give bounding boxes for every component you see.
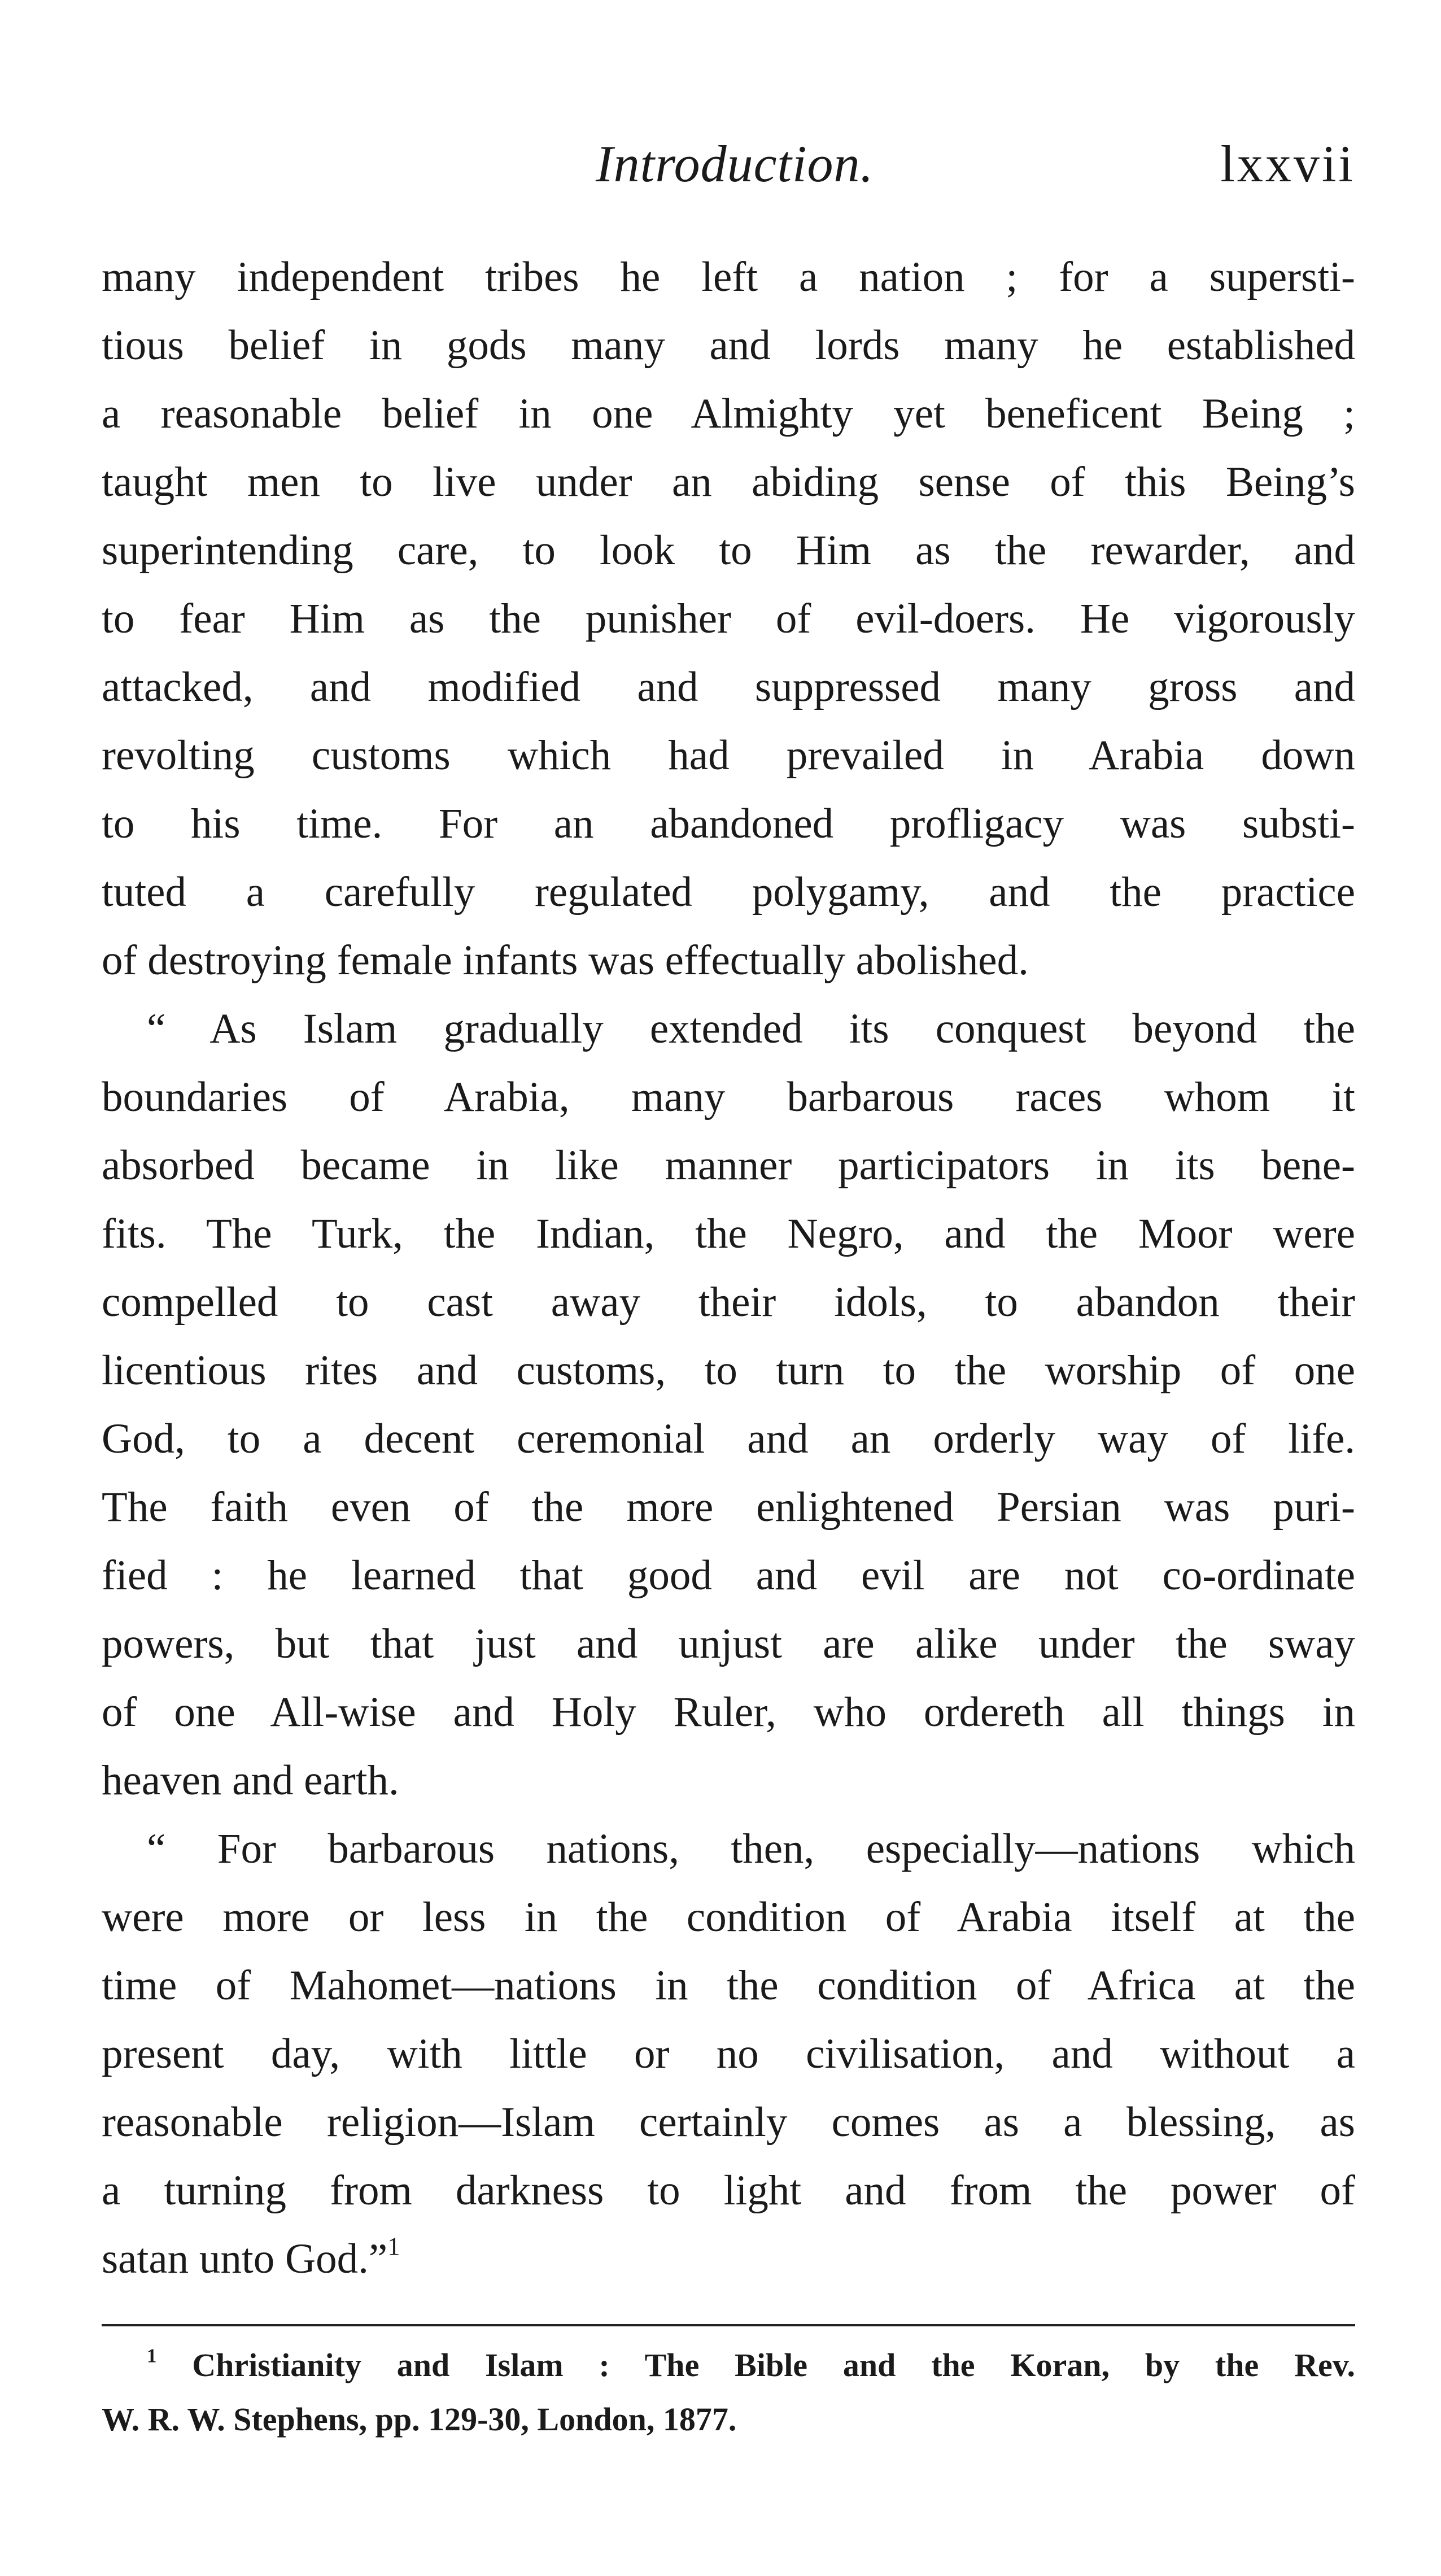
- text-line-content: satan unto God.”: [102, 2235, 388, 2282]
- text-line: revolting customs which had prevailed in Arabia down: [102, 732, 1355, 779]
- text-line: “ As Islam gradually extended its conquest beyond the: [147, 1005, 1355, 1052]
- text-line: time of Mahomet—nations in the condition of Africa at the: [102, 1962, 1355, 2009]
- footnote-line: [102, 2338, 1355, 2392]
- footnote-marker: 1: [147, 2344, 157, 2367]
- text-line: attacked, and modified and suppressed many gross and: [102, 664, 1355, 711]
- footnote-reference: 1: [387, 2232, 400, 2261]
- text-line: a turning from darkness to light and from the power of: [102, 2167, 1355, 2214]
- text-line: “ For barbarous nations, then, especially—nations which: [147, 1825, 1355, 1872]
- text-line: absorbed became in like manner participators in its bene-: [102, 1142, 1355, 1189]
- text-line: present day, with little or no civilisation, and without a: [102, 2030, 1355, 2077]
- text-line: many independent tribes he left a nation ; for a supersti-: [102, 254, 1355, 300]
- text-line: of one All-wise and Holy Ruler, who ordereth all things in: [102, 1689, 1355, 1736]
- text-line: boundaries of Arabia, many barbarous races whom it: [102, 1074, 1355, 1121]
- text-line-final: [102, 2225, 1355, 2293]
- text-line: tuted a carefully regulated polygamy, and the practice: [102, 869, 1355, 916]
- text-line: The faith even of the more enlightened Persian was puri-: [102, 1484, 1355, 1531]
- text-line: to his time. For an abandoned profligacy was substi-: [102, 800, 1355, 847]
- text-line: God, to a decent ceremonial and an orderly way of life.: [102, 1415, 1355, 1462]
- page-number: lxxvii: [1220, 135, 1355, 193]
- text-line: were more or less in the condition of Arabia itself at the: [102, 1894, 1355, 1941]
- text-line: reasonable religion—Islam certainly comes as a blessing, as: [102, 2099, 1355, 2146]
- text-line: licentious rites and customs, to turn to the worship of one: [102, 1347, 1355, 1394]
- running-title: Introduction.: [596, 135, 874, 193]
- footnote-text: Christianity and Islam : The Bible and the Koran, by the Rev.: [192, 2347, 1355, 2383]
- body-text: [102, 243, 1355, 2293]
- text-line: fits. The Turk, the Indian, the Negro, and the Moor were: [102, 1210, 1355, 1257]
- text-line: heaven and earth.: [102, 1757, 399, 1804]
- text-line: of destroying female infants was effectually abolished.: [102, 937, 1029, 984]
- footnote-line: W. R. W. Stephens, pp. 129-30, London, 1877.: [102, 2401, 737, 2438]
- text-line: superintending care, to look to Him as the rewarder, and: [102, 527, 1355, 574]
- running-head: [102, 130, 1355, 198]
- text-line: taught men to live under an abiding sense of this Being’s: [102, 459, 1355, 505]
- text-line: a reasonable belief in one Almighty yet beneficent Being ;: [102, 390, 1355, 437]
- text-line: powers, but that just and unjust are alike under the sway: [102, 1620, 1355, 1667]
- footnotes: [102, 2338, 1355, 2447]
- text-line: compelled to cast away their idols, to abandon their: [102, 1279, 1355, 1326]
- text-line: tious belief in gods many and lords many he established: [102, 322, 1355, 369]
- text-line: to fear Him as the punisher of evil-doers. He vigorously: [102, 595, 1355, 642]
- text-line: fied : he learned that good and evil are not co-ordinate: [102, 1552, 1355, 1599]
- footnote-rule: [102, 2324, 1355, 2326]
